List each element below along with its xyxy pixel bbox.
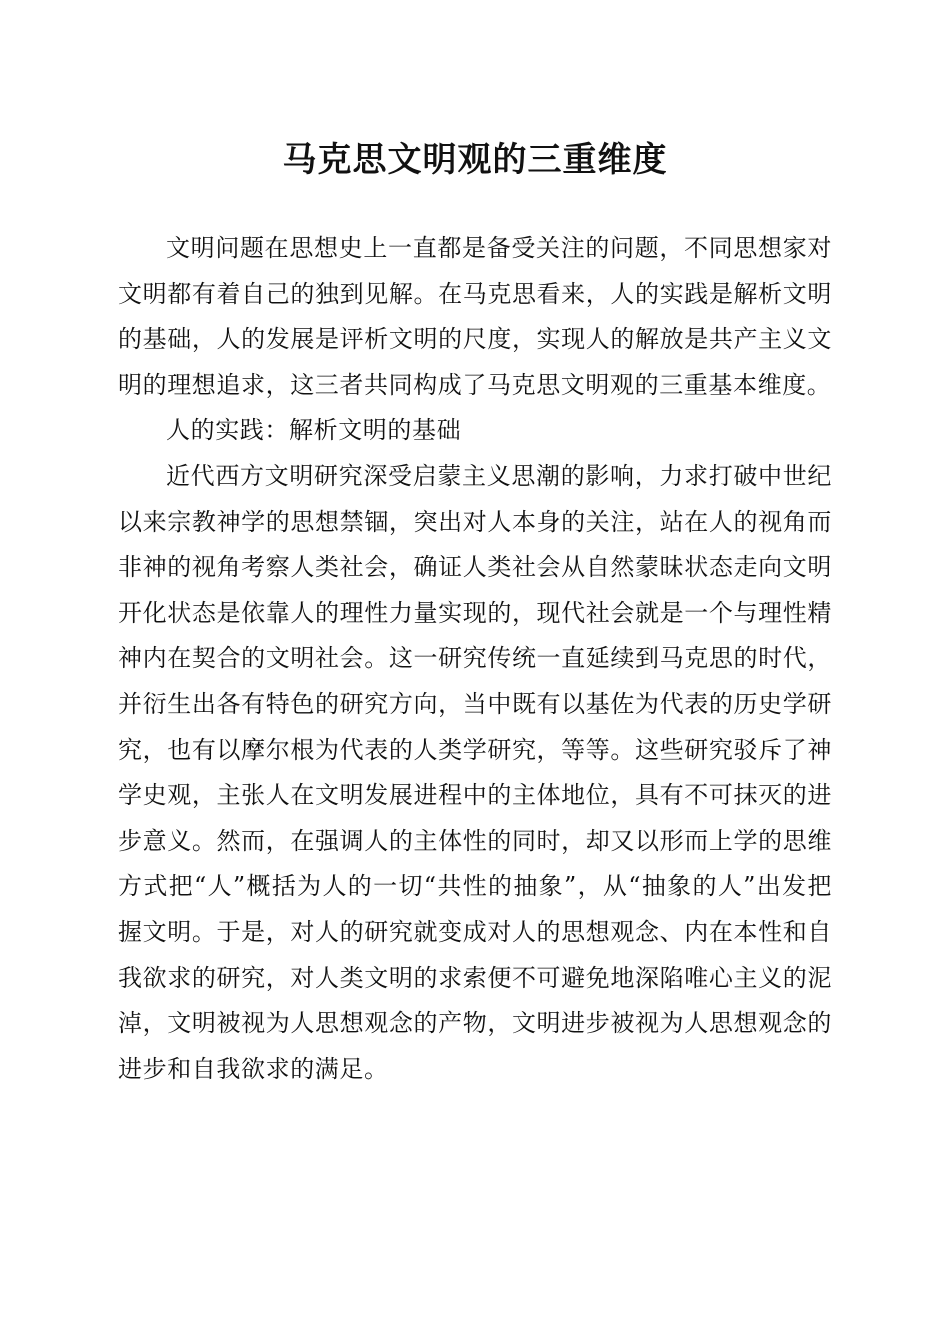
section-heading: 人的实践：解析文明的基础 xyxy=(166,416,462,445)
document-title: 马克思文明观的三重维度 xyxy=(282,140,668,180)
intro-paragraph: 文明问题在思想史上一直都是备受关注的问题，不同思想家对文明都有着自己的独到见解。在马克思看来，人的实践是解析文明的基础，人的发展是评析文明的尺度，实现人的解放是共产主义文明的理想追求，这三者共同构成了马克思文明观的三重基本维度。 xyxy=(118,234,832,399)
document-body xyxy=(118,226,832,1092)
body-paragraph: 近代西方文明研究深受启蒙主义思潮的影响，力求打破中世纪以来宗教神学的思想禁锢，突出对人本身的关注，站在人的视角而非神的视角考察人类社会，确证人类社会从自然蒙昧状态走向文明开化状态是依靠人的理性力量实现的，现代社会就是一个与理性精神内在契合的文明社会。这一研究传统一直延续到马克思的时代，并衍生出各有特色的研究方向，当中既有以基佐为代表的历史学研究，也有以摩尔根为代表的人类学研究，等等。这些研究驳斥了神学史观，主张人在文明发展进程中的主体地位，具有不可抹灭的进步意义。然而，在强调人的主体性的同时，却又以形而上学的思维方式把“人”概括为人的一切“共性的抽象”，从“抽象的人”出发把握文明。于是，对人的研究就变成对人的思想观念、内在本性和自我欲求的研究，对人类文明的求索便不可避免地深陷唯心主义的泥淖，文明被视为人思想观念的产物，文明进步被视为人思想观念的进步和自我欲求的满足。 xyxy=(118,461,832,1083)
